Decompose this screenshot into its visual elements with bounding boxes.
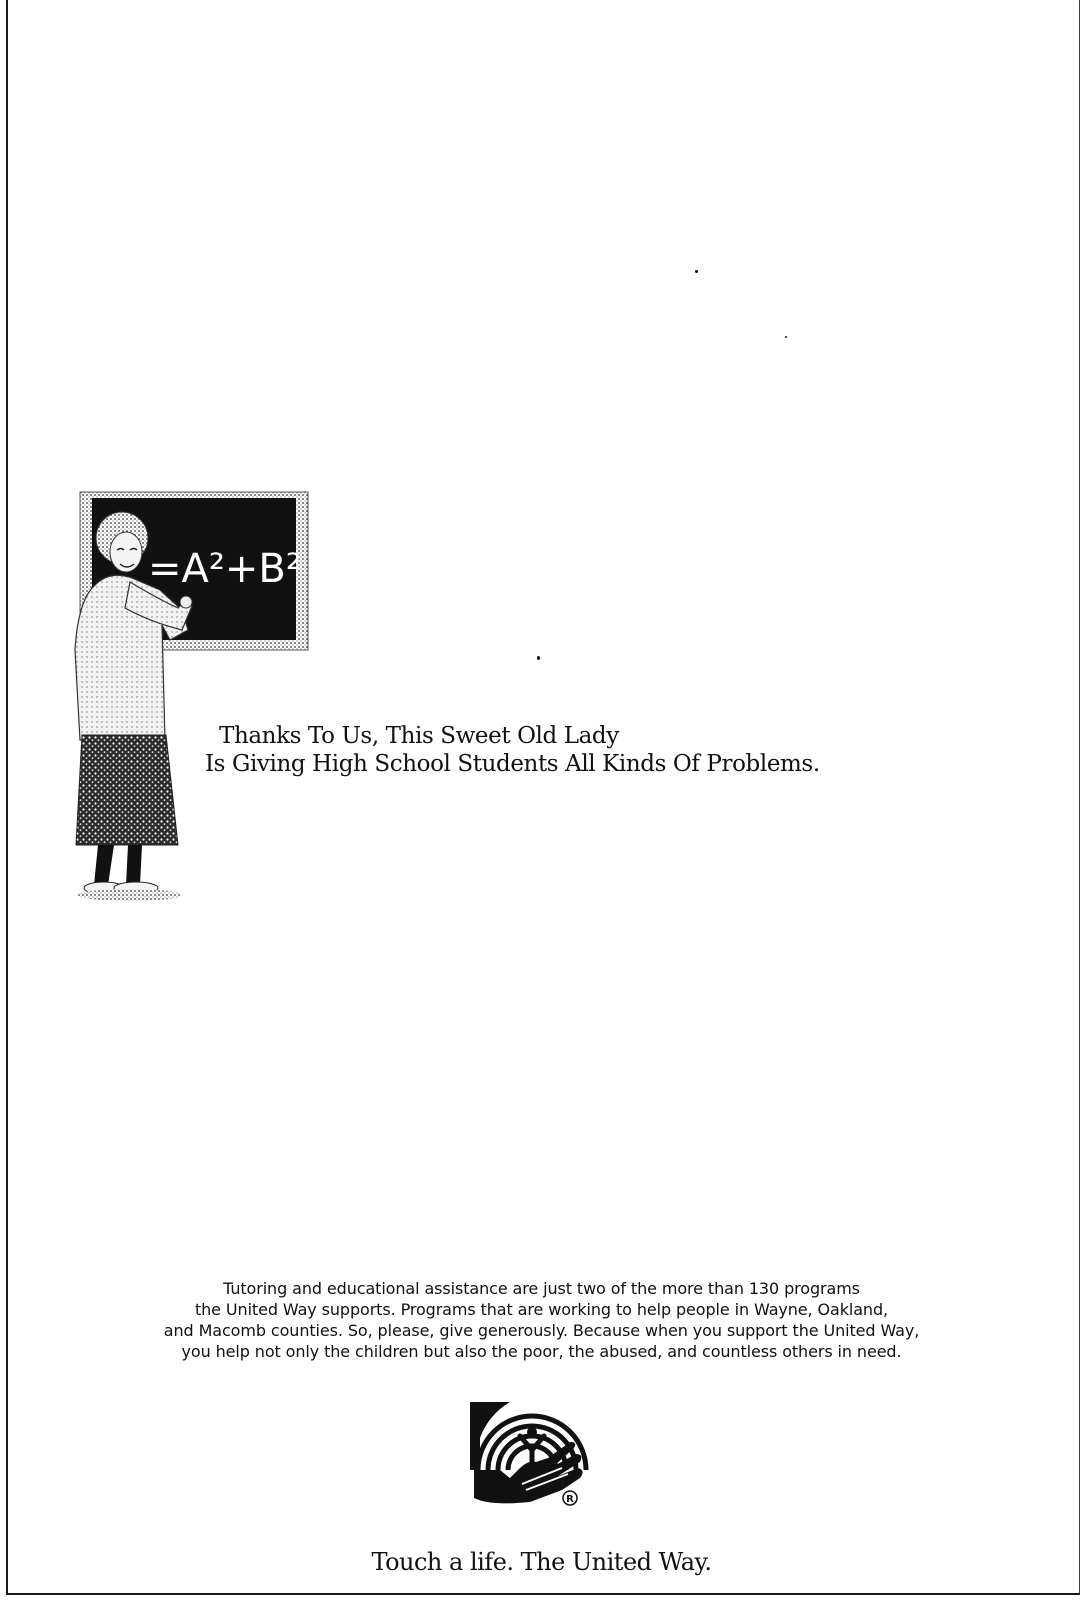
headline-line-2: Is Giving High School Students All Kinds Of Problems. [205,751,820,777]
svg-text:R: R [566,1494,574,1505]
print-speck [537,656,540,660]
body-copy [20,1278,1063,1362]
teacher-face [110,532,142,572]
print-speck [785,336,787,338]
teacher-blackboard-illustration [70,490,320,920]
tagline: Touch a life. The United Way. [371,1548,712,1576]
teacher-legs [94,845,142,885]
body-copy-line: Tutoring and educational assistance are just two of the more than 130 programs [223,1279,860,1298]
body-copy-line: the United Way supports. Programs that are working to help people in Wayne, Oakland, [194,1300,889,1319]
body-copy-line: and Macomb counties. So, please, give generously. Because when you support the United Way, [163,1321,920,1340]
floor-shadow [78,889,182,901]
united-way-logo-icon [470,1398,598,1508]
blackboard-equation: =A²+B² [148,546,302,592]
body-copy-line: you help not only the children but also the poor, the abused, and countless others in need. [181,1342,902,1361]
teacher-skirt [76,735,178,845]
headline [205,722,925,778]
print-speck [695,270,698,273]
headline-line-1: Thanks To Us, This Sweet Old Lady [219,723,619,749]
